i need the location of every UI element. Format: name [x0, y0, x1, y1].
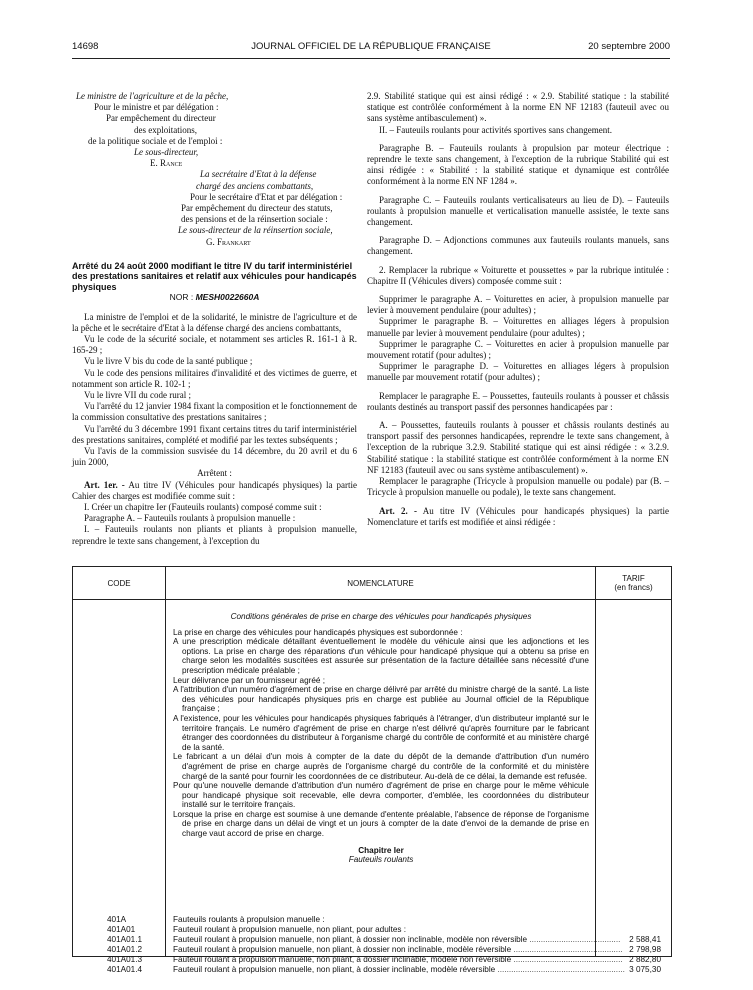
left-column: [72, 91, 357, 547]
article-1-label: Art. 1er. -: [84, 479, 125, 490]
article-1-text: Au titre IV (Véhicules pour handicapés physiques) la partie Cahier des charges est modifiée comme suit :: [72, 479, 357, 501]
paragraph: Vu le livre VII du code rural ;: [84, 389, 192, 400]
row-label: Fauteuil roulant à propulsion manuelle, non pliant, pour adultes :: [173, 925, 407, 934]
paragraph: Remplacer le paragraphe E. – Poussettes, fauteuils roulants à pousser et châssis roulants destinés au transport passif des personnes handicapées par :: [367, 390, 669, 412]
condition-item: A une prescription médicale détaillant éventuellement le modèle du véhicule ainsi que les adjonctions et les options. La prise en charge des réparations d'un véhicule pour handicapé physique qui a obtenu sa prise en charge selon les modalités suscitées est assurée sur présentation de la facture détaillée sans nécessité d'une prescription médicale préalable ;: [173, 637, 589, 675]
paragraph: Remplacer le paragraphe (Tricycle à propulsion manuelle ou podale) par (B. – Tricycle à propulsion manuelle ou podale), le texte sans changement.: [367, 476, 669, 498]
paragraph: Supprimer le paragraphe A. – Voiturettes en acier, à propulsion manuelle par levier à mouvement pendulaire (pour adultes) ;: [367, 294, 669, 316]
table-row: [73, 925, 671, 935]
row-label: [173, 945, 623, 955]
conditions-title: Conditions générales de prise en charge des véhicules pour handicapés physiques: [230, 612, 532, 621]
paragraph: Paragraphe D. – Adjonctions communes aux fauteuils roulants manuels, sans changement.: [367, 235, 669, 257]
chapter-title: Chapitre Ier: [358, 845, 404, 855]
row-label-text: Fauteuil roulant à propulsion manuelle, non pliant, à dossier inclinable, modèle non réversible: [173, 955, 512, 964]
article-2-text: Au titre IV (Véhicules pour handicapés physiques) la partie Nomenclature et tarifs est modifiée et ainsi rédigée :: [367, 505, 669, 527]
row-tarif: 2 798,98: [629, 945, 661, 954]
leader-dots: ................................................: [511, 945, 623, 954]
row-label-text: Fauteuil roulant à propulsion manuelle, non pliant, à dossier non inclinable, modèle réversible: [173, 945, 512, 954]
paragraph: Supprimer le paragraphe B. – Voiturettes en alliages légers à propulsion manuelle par levier à mouvement pendulaire (pour adultes) ;: [367, 316, 669, 338]
table-row: [73, 965, 671, 975]
table-row: [73, 945, 671, 955]
leader-dots: ........................................: [527, 935, 621, 944]
paragraph: Vu le code des pensions militaires d'invalidité et des victimes de guerre, et notamment son article R. 102-1 ;: [72, 367, 357, 389]
page-number: 14698: [72, 41, 99, 52]
condition-item: La prise en charge des véhicules pour handicapés physiques est subordonnée :: [173, 627, 463, 637]
table-row: [73, 935, 671, 945]
article-1: [72, 480, 357, 502]
paragraph: Supprimer le paragraphe C. – Voiturettes en acier à propulsion manuelle par mouvement rotatif (pour adultes) ;: [367, 338, 669, 361]
paragraph: Paragraphe B. – Fauteuils roulants à propulsion par moteur électrique : reprendre le texte sans changement, à l'exception de la rubrique Stabilité qui est ainsi rédigée : « Stabilité : la stabilité statique et dynamique est contrôlée conformément à la norme EN NF 1284 ».: [367, 142, 669, 187]
row-label: [173, 935, 621, 945]
signature-line: Pour le secrétaire d'Etat et par délégation :: [190, 191, 343, 202]
header-code: CODE: [107, 578, 131, 588]
condition-item: Leur délivrance par un fournisseur agréé ;: [173, 675, 326, 685]
paragraph: II. – Fauteuils roulants pour activités sportives sans changement.: [379, 124, 612, 135]
condition-item: Le fabricant a un délai d'un mois à compter de la date du dépôt de la demande d'attribution d'un numéro d'agrément de prise en charge auprès de l'organisme chargé du contrôle de la conformité et du ministère chargé de la santé pour fournir les coordonnées de ce distributeur. Au-delà de ce délai, la demande est refusée.: [173, 752, 589, 781]
row-label: [173, 955, 623, 965]
signature-line: Pour le ministre et par délégation :: [94, 102, 219, 113]
signature-line: Par empêchement du directeur: [106, 113, 216, 124]
row-label: Fauteuils roulants à propulsion manuelle :: [173, 915, 325, 924]
signature-line: Le ministre de l'agriculture et de la pêche,: [76, 91, 229, 101]
arrete-title: Arrêté du 24 août 2000 modifiant le titre IV du tarif interministériel des prestations sanitaires et relatif aux véhicules pour handicapés physiques: [72, 260, 357, 292]
publication-date: 20 septembre 2000: [588, 41, 670, 52]
paragraph: Vu l'arrêté du 3 décembre 1991 fixant certains titres du tarif interministériel des prestations sanitaires, complété et modifié par les textes subséquents ;: [72, 423, 357, 445]
row-label: [173, 965, 625, 975]
row-code: 401A01.4: [107, 965, 143, 974]
paragraph: Paragraphe C. – Fauteuils roulants verticalisateurs au lieu de D). – Fauteuils roulants à propulsion manuelle et verticalisation manuelle assistée, le texte sans changement.: [367, 194, 669, 228]
table-rows: [73, 915, 671, 975]
nomenclature-table: [72, 566, 672, 974]
conditions-block: [173, 612, 589, 873]
signature-line: Le sous-directeur,: [134, 147, 199, 158]
header-nomenclature: NOMENCLATURE: [347, 578, 414, 588]
chapter-subtitle: Fauteuils roulants: [348, 855, 414, 865]
row-tarif: 2 588,41: [629, 935, 661, 944]
right-column: [367, 91, 669, 528]
paragraph: Supprimer le paragraphe D. – Voiturettes en alliages légers à propulsion manuelle par mouvement rotatif (pour adultes) ;: [367, 361, 669, 383]
row-code: 401A01: [107, 925, 136, 934]
article-2-label: Art. 2. -: [379, 505, 417, 516]
row-code: 401A01.3: [107, 955, 143, 964]
condition-item: Lorsque la prise en charge est soumise à une demande d'entente préalable, l'absence de réponse de l'organisme de prise en charge dans un délai de vingt et un jours à compter de la date d'envoi de la demande de prise en charge vaut accord de prise en charge.: [173, 809, 589, 839]
nor-reference: [72, 292, 357, 303]
paragraph: Vu le code de la sécurité sociale, et notamment ses articles R. 161-1 à R. 165-29 ;: [72, 333, 357, 356]
nor-label: NOR :: [169, 292, 194, 303]
header-tarif-label: TARIF: [622, 574, 645, 583]
paragraph: Paragraphe A. – Fauteuils roulants à propulsion manuelle :: [84, 513, 296, 524]
paragraph: Vu le livre V bis du code de la santé publique ;: [84, 356, 253, 367]
paragraph: A. – Poussettes, fauteuils roulants à pousser et châssis roulants destinés au transport passif des personnes handicapées, reprendre le texte sans changement, à l'exception de la rubrique 3.2.9. Stabilité statique qui est ainsi rédigée : « 3.2.9. Stabilité statique : la stabilité statique est contrôlée conformément à la norme EN NF 12183 (fauteuil avec ou sans système antibasculement) ».: [367, 420, 669, 475]
paragraph: Vu l'avis de la commission susvisée du 14 décembre, du 20 avril et du 6 juin 2000,: [72, 445, 357, 468]
row-code: 401A: [107, 915, 127, 924]
condition-item: A l'attribution d'un numéro d'agrément de prise en charge délivré par arrêté du ministre chargé de la santé. La liste des véhicules pour handicapés physiques pris en charge est publiée au Journal officiel de la République française ;: [173, 685, 589, 714]
paragraph: 2.9. Stabilité statique qui est ainsi rédigé : « 2.9. Stabilité statique : la stabilité statique est contrôlée conformément à la norme EN NF 12183 (fauteuil avec ou sans système antibasculement) ».: [367, 91, 669, 124]
article-2: [367, 506, 669, 528]
row-code: 401A01.2: [107, 945, 143, 954]
row-label-text: Fauteuil roulant à propulsion manuelle, non pliant, à dossier inclinable, modèle réversible: [173, 965, 496, 974]
leader-dots: ........................................................: [495, 965, 625, 974]
signatory-name: E. Rance: [150, 158, 183, 169]
table-body: [73, 599, 671, 974]
signature-line: des pensions et de la réinsertion sociale :: [181, 214, 328, 225]
row-code: 401A01.1: [107, 935, 143, 944]
signatory-name: G. Frankart: [206, 236, 251, 247]
header-tarif: [596, 567, 671, 599]
signature-line: Le sous-directeur de la réinsertion sociale,: [178, 225, 333, 236]
paragraph: I. – Fauteuils roulants non pliants et pliants à propulsion manuelle, reprendre le texte sans changement, à l'exception du: [72, 524, 357, 546]
condition-item: Pour qu'une nouvelle demande d'attribution d'un numéro d'agrément de prise en charge pour le même véhicule pour handicapé physique soit recevable, elle devra comporter, d'emblée, les coordonnées du distributeur installé sur le territoire français.: [173, 781, 589, 810]
signature-line: La secrétaire d'Etat à la défense: [200, 169, 317, 180]
journal-title: JOURNAL OFFICIEL DE LA RÉPUBLIQUE FRANÇAISE: [251, 41, 491, 52]
paragraph: La ministre de l'emploi et de la solidarité, le ministre de l'agriculture et de la pêche et le secrétaire d'Etat à la défense chargé des anciens combattants,: [72, 311, 357, 333]
header-rule: [72, 58, 670, 59]
table-header: [73, 567, 671, 600]
paragraph: 2. Remplacer la rubrique « Voiturette et poussettes » par la rubrique intitulée : Chapitre II (Véhicules divers) composée comme suit :: [367, 264, 669, 286]
row-label-text: Fauteuil roulant à propulsion manuelle, non pliant, à dossier non inclinable, modèle non réversible: [173, 935, 528, 944]
condition-item: A l'existence, pour les véhicules pour handicapés physiques fabriqués à l'étranger, d'un distributeur implanté sur le territoire français. Le numéro d'agrément de prise en charge n'est délivré qu'après fourniture par le fabricant étranger des coordonnées du distributeur à l'organisme chargé du contrôle de conformité et au ministère chargé de la santé.: [173, 713, 589, 752]
table-row: [73, 915, 671, 925]
signature-line: chargé des anciens combattants,: [196, 180, 314, 191]
signature-line: Par empêchement du directeur des statuts,: [181, 203, 333, 214]
table-row: [73, 955, 671, 965]
header-tarif-unit: (en francs): [614, 583, 653, 592]
row-tarif: 3 075,30: [629, 965, 661, 974]
paragraph: I. Créer un chapitre Ier (Fauteuils roulants) composé comme suit :: [84, 502, 322, 512]
row-tarif: 2 882,80: [629, 955, 661, 964]
signature-line: des exploitations,: [134, 124, 197, 135]
paragraph: Vu l'arrêté du 12 janvier 1984 fixant la composition et le fonctionnement de la commission consultative des prestations sanitaires ;: [72, 401, 358, 423]
arretent-heading: Arrêtent :: [197, 468, 232, 479]
page-header: [72, 41, 670, 53]
signature-line: de la politique sociale et de l'emploi :: [88, 135, 223, 146]
leader-dots: ................................................: [511, 955, 623, 964]
nor-value: MESH0022660A: [195, 292, 260, 303]
